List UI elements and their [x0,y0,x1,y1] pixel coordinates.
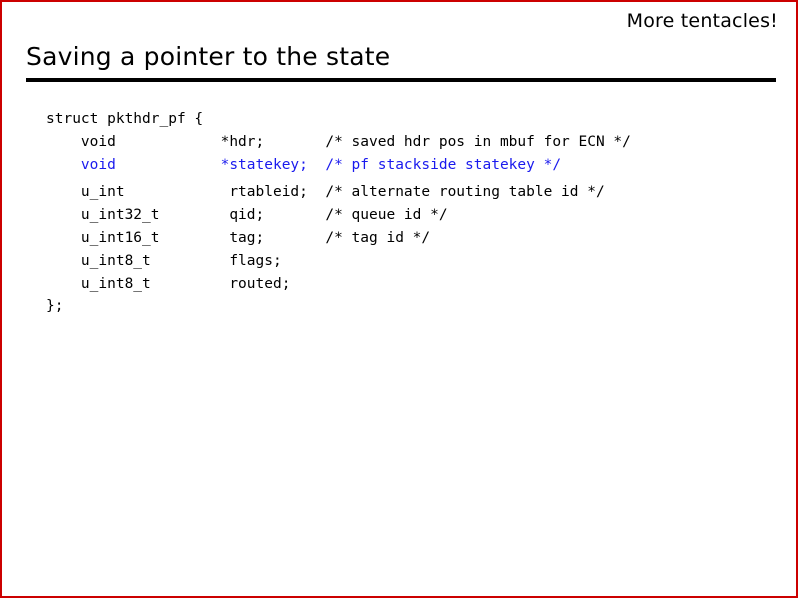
code-token: u_int8_t routed; [46,275,291,292]
code-line [46,273,631,296]
code-token: struct pkthdr_pf { [46,111,204,127]
code-token: void *hdr; /* saved hdr pos in mbuf for ECN */ [46,133,631,150]
code-line [46,204,631,227]
code-line [46,227,631,250]
page-title: Saving a pointer to the state [26,42,391,71]
title-divider [26,78,776,82]
code-token: u_int rtableid; /* alternate routing table id */ [46,184,605,201]
code-block [46,108,631,318]
code-line [46,154,631,177]
code-line [46,131,631,154]
code-token: u_int8_t flags; [46,252,282,269]
code-line [46,295,631,318]
code-token: void *statekey; /* pf stackside statekey */ [46,156,562,173]
code-token: }; [46,298,64,315]
code-token: u_int16_t tag; /* tag id */ [46,229,431,246]
code-line [46,181,631,204]
code-token: u_int32_t qid; /* queue id */ [46,207,448,224]
code-line [46,108,631,131]
slide-header-note: More tentacles! [626,10,778,32]
code-line [46,250,631,273]
